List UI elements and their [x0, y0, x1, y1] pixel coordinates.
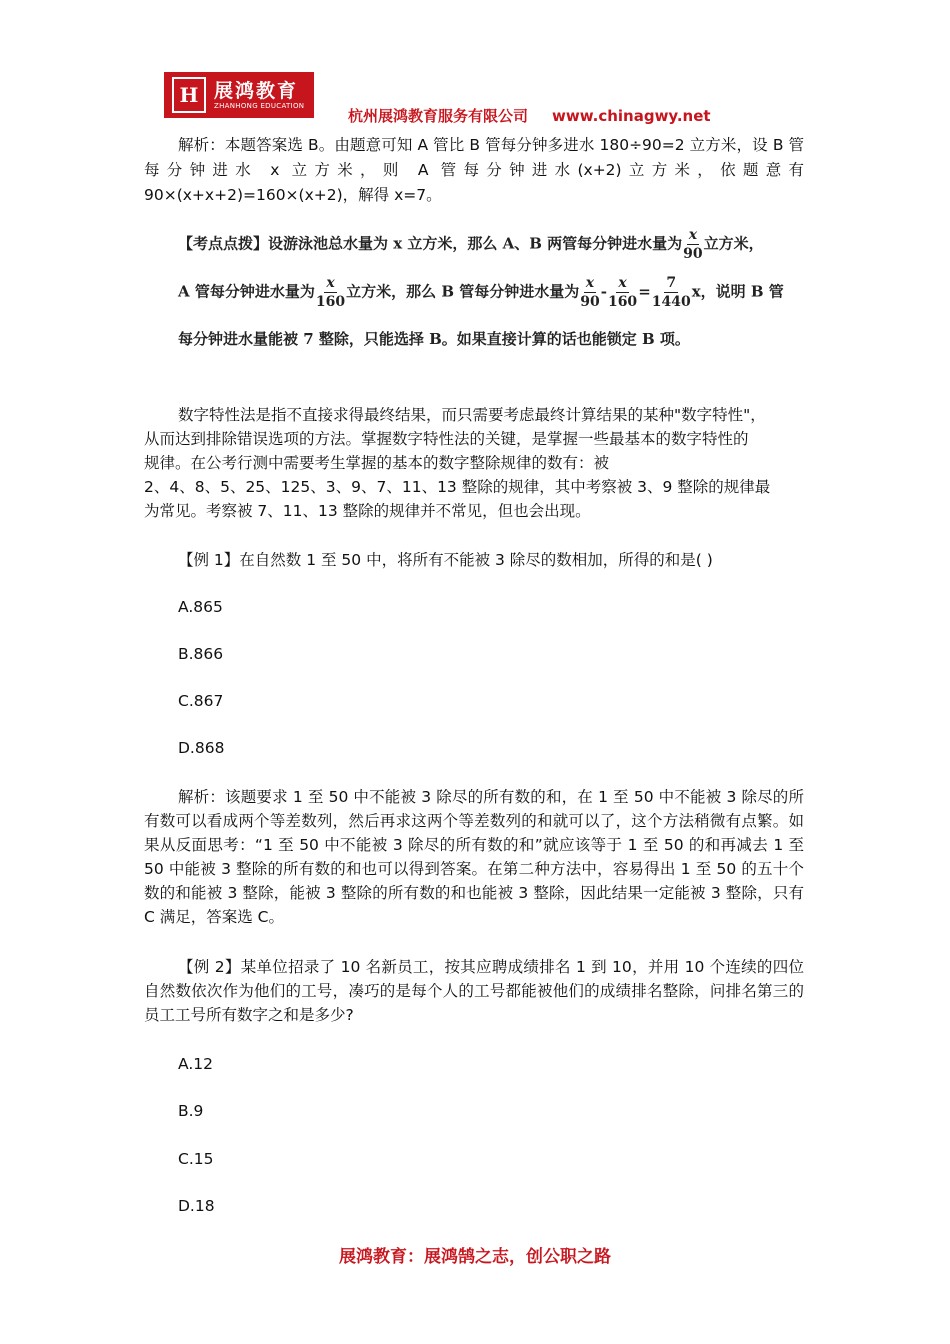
intro-line: 数字特性法是指不直接求得最终结果，而只需要考虑最终计算结果的某种"数字特性"， — [178, 406, 766, 424]
intro-line: 规律。在公考行测中需要考生掌握的基本的数字整除规律的数有：被 — [144, 454, 610, 472]
example-1-analysis: 解析：该题要求 1 至 50 中不能被 3 除尽的所有数的和，在 1 至 50 中不能被 3 除尽的所有数可以看成两个等差数列，然后再求这两个等差数列的和就可以了，这个方法稍微有点繁。如果从反面思考：“1 至 50 中不能被 3 除尽的所有数的和”就应该等于 1 至 50 的和再减去 1 至 50 中能被 3 整除的所有数的和也可以得到答案。在第二种方法中，容易得出 1 至 50 的五十个数的和能被 3 整除，能被 3 整除的所有数的和也能被 3 整除，因此结果一定能被 3 整除，只有 C 满足，答案选 C。 — [144, 788, 804, 926]
note-line-1: 【考点点拨】设游泳池总水量为 x 立方米，那么 A、B 两管每分钟进水量为 $\frac{x}{90}$ 立方米， — [178, 227, 764, 262]
fraction-7-over-1440: $\frac{7}{1440}$ — [651, 275, 691, 310]
company-logo — [164, 72, 314, 118]
footer-slogan: 展鸿教育：展鸿鹄之志，创公职之路 — [339, 1247, 611, 1267]
header-line — [348, 105, 711, 126]
example-2-option-b: B.9 — [178, 1102, 204, 1120]
logo-chinese-name: 展鸿教育 — [214, 79, 299, 102]
intro-paragraph — [144, 403, 804, 523]
example-2-option-d: D.18 — [178, 1197, 215, 1215]
example-2-option-c: C.15 — [178, 1150, 214, 1168]
logo-mark-icon: H — [172, 77, 206, 113]
example-1-option-b: B.866 — [178, 645, 224, 663]
note-line-3: 每分钟进水量能被 7 整除，只能选择 B。如果直接计算的话也能锁定 B 项。 — [178, 330, 690, 348]
example-2-option-a: A.12 — [178, 1055, 213, 1073]
example-1-option-c: C.867 — [178, 692, 224, 710]
logo-english-name: ZHANHONG EDUCATION — [214, 101, 305, 110]
note-line-2: A 管每分钟进水量为 $\frac{x}{160}$ 立方米，那么 B 管每分钟进水量为 $\frac{x}{90}$ - $\frac{x}{160}$ = $\frac{7}{1440}$ x，说明 B 管 — [178, 275, 784, 310]
example-1-question: 【例 1】在自然数 1 至 50 中，将所有不能被 3 除尽的数相加，所得的和是( ) — [178, 551, 713, 569]
fraction-x-over-160: $\frac{x}{160}$ — [315, 275, 346, 310]
example-2-question: 【例 2】某单位招录了 10 名新员工，按其应聘成绩排名 1 到 10，并用 10 个连续的四位自然数依次作为他们的工号，凑巧的是每个人的工号都能被他们的成绩排名整除，问排名第三的员工工号所有数字之和是多少? — [144, 958, 804, 1024]
intro-line: 为常见。考察被 7、11、13 整除的规律并不常见，但也会出现。 — [144, 502, 591, 520]
fraction-x-over-90-b: $\frac{x}{90}$ — [580, 275, 600, 310]
analysis-previous: 解析：本题答案选 B。由题意可知 A 管比 B 管每分钟多进水 180÷90=2 立方米，设 B 管每分钟进水 x 立方米，则 A 管每分钟进水(x+2)立方米，依题意有 90×(x+x+2)=160×(x+2)，解得 x=7。 — [144, 136, 804, 204]
intro-line: 从而达到排除错误选项的方法。掌握数字特性法的关键，是掌握一些最基本的数字特性的 — [144, 430, 749, 448]
example-1-option-d: D.868 — [178, 739, 225, 757]
company-name: 杭州展鸿教育服务有限公司 — [348, 107, 529, 125]
fraction-x-over-90: $\frac{x}{90}$ — [683, 227, 703, 262]
fraction-x-over-160-b: $\frac{x}{160}$ — [607, 275, 638, 310]
example-1-option-a: A.865 — [178, 598, 223, 616]
company-url[interactable]: www.chinagwy.net — [552, 107, 711, 125]
intro-line: 2、4、8、5、25、125、3、9、7、11、13 整除的规律，其中考察被 3、9 整除的规律最 — [144, 478, 771, 496]
